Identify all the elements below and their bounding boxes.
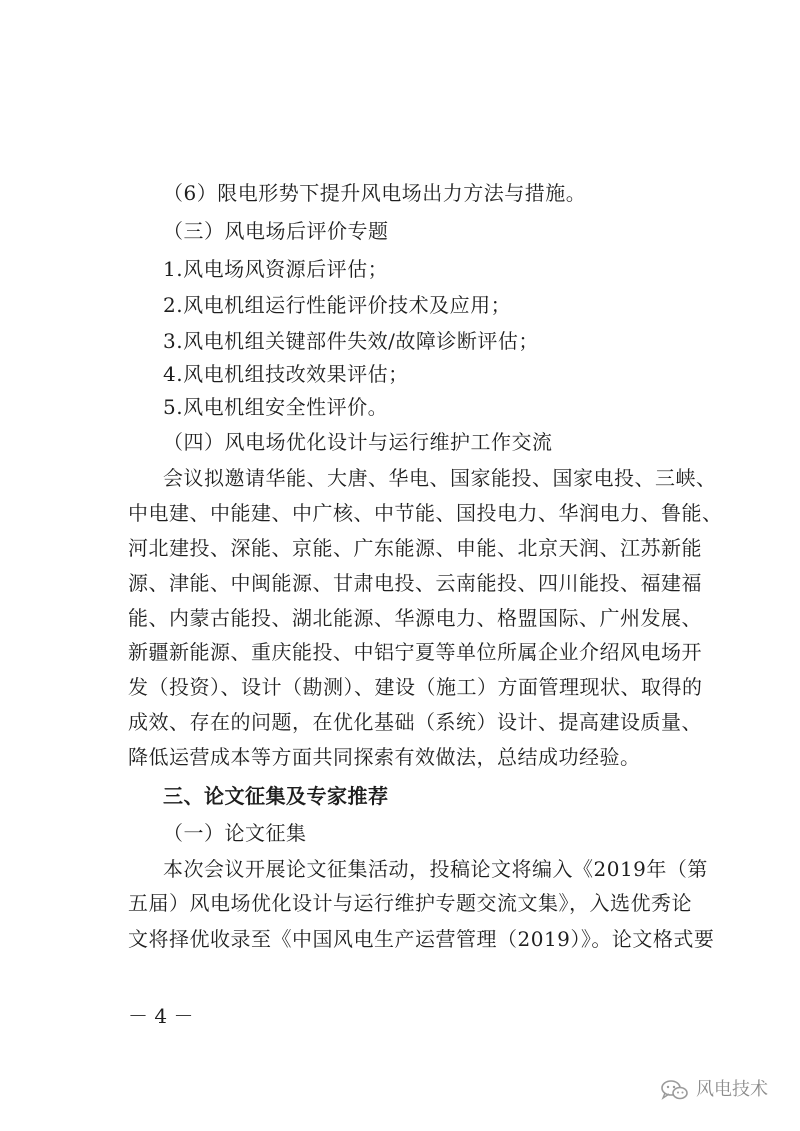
list-item-2: 2.风电机组运行性能评价技术及应用； — [163, 293, 512, 317]
paragraph-line: 发（投资）、设计（勘测）、建设（施工）方面管理现状、取得的 — [128, 675, 703, 699]
section-heading-main-3: 三、论文征集及专家推荐 — [163, 784, 389, 808]
section-heading-3: （三）风电场后评价专题 — [163, 219, 389, 243]
list-item-6: （6）限电形势下提升风电场出力方法与措施。 — [163, 181, 587, 205]
paragraph-line: 本次会议开展论文征集活动，投稿论文将编入《2019年（第 — [163, 857, 708, 881]
paragraph-line: 五届）风电场优化设计与运行维护专题交流文集》，入选优秀论 — [128, 891, 692, 915]
list-item-5: 5.风电机组安全性评价。 — [163, 395, 389, 419]
paragraph-line: 源、津能、中闽能源、甘肃电投、云南能投、四川能投、福建福 — [128, 571, 702, 595]
paragraph-line: 能、内蒙古能投、湖北能源、华源电力、格盟国际、广州发展、 — [128, 606, 702, 630]
watermark — [660, 1078, 768, 1102]
section-heading-4: （四）风电场优化设计与运行维护工作交流 — [163, 430, 553, 454]
page-number: － 4 － — [128, 1004, 194, 1028]
list-item-4: 4.风电机组技改效果评估； — [163, 362, 409, 386]
paragraph-line: 文将择优收录至《中国风电生产运营管理（2019）》。论文格式要 — [128, 927, 715, 951]
subsection-heading-1: （一）论文征集 — [163, 821, 307, 845]
list-item-3: 3.风电机组关键部件失效/故障诊断评估； — [163, 329, 539, 353]
paragraph-line: 中电建、中能建、中广核、中节能、国投电力、华润电力、鲁能、 — [128, 501, 723, 525]
paragraph-line: 会议拟邀请华能、大唐、华电、国家能投、国家电投、三峡、 — [163, 466, 717, 490]
paragraph-line: 降低运营成本等方面共同探索有效做法，总结成功经验。 — [128, 745, 641, 769]
paragraph-line: 新疆新能源、重庆能投、中铝宁夏等单位所属企业介绍风电场开 — [128, 640, 702, 664]
paragraph-line: 河北建投、深能、京能、广东能源、申能、北京天润、江苏新能 — [128, 536, 702, 560]
wechat-icon — [660, 1078, 690, 1102]
list-item-1: 1.风电场风资源后评估； — [163, 257, 389, 281]
paragraph-line: 成效、存在的问题，在优化基础（系统）设计、提高建设质量、 — [128, 710, 702, 734]
watermark-text: 风电技术 — [696, 1079, 768, 1100]
